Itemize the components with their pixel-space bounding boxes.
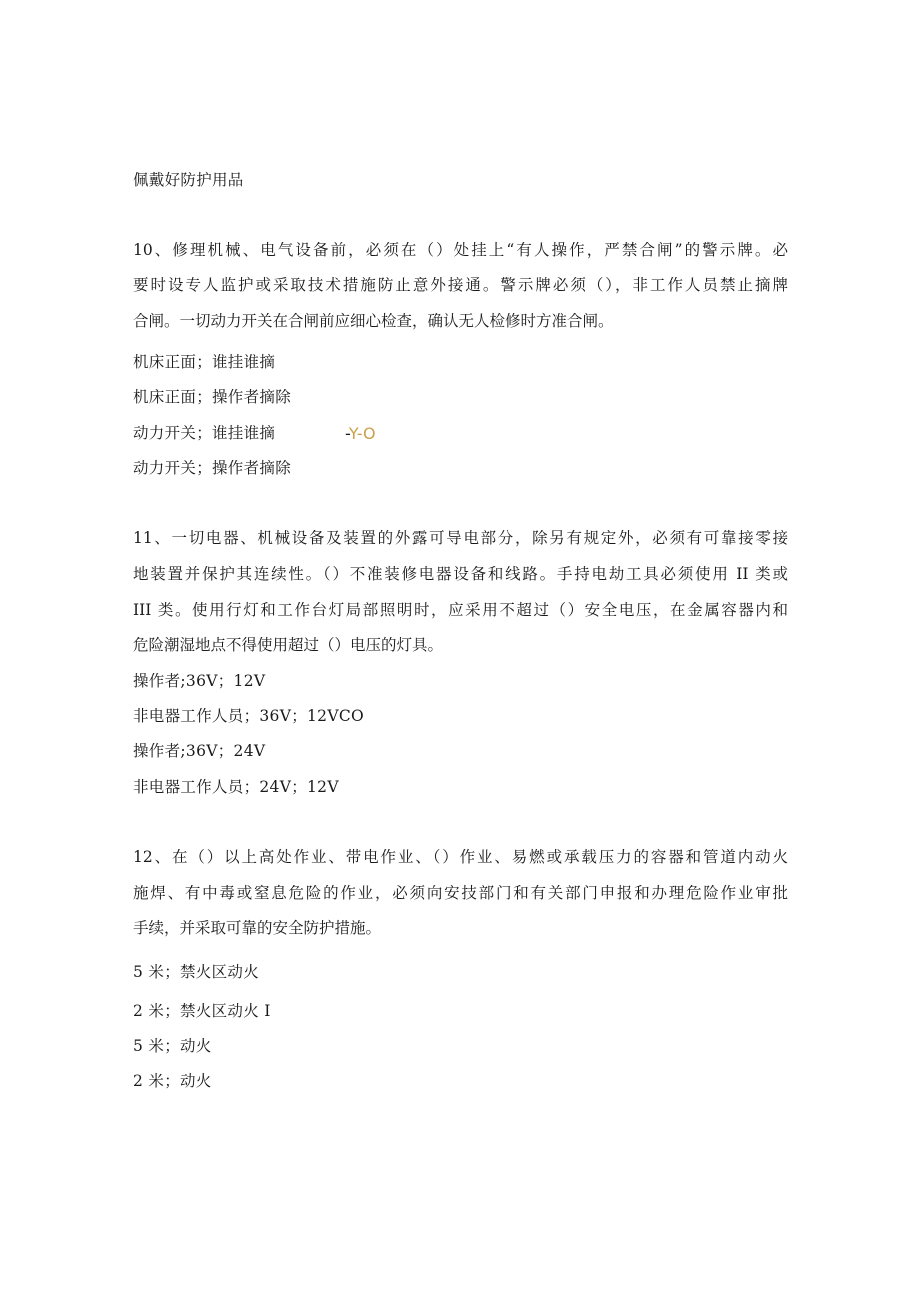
stray-mark [345, 424, 376, 444]
question-12-line-3: 手续，并采取可靠的安全防护措施。 [133, 919, 382, 937]
question-10-line-1: 10、修理机械、电气设备前，必须在（）处挂上“有人操作，严禁合闸”的警示牌。必 [133, 241, 788, 259]
intro-line: 佩戴好防护用品 [133, 171, 244, 189]
question-10-option-3: 动力开关；谁挂谁摘 [133, 424, 276, 442]
question-12-option-4: 2 米；动火 [133, 1072, 212, 1090]
question-11-option-3: 操作者;36V；24V [133, 742, 266, 760]
question-10-option-2: 机床正面；操作者摘除 [133, 388, 292, 406]
question-11-line-1: 11、一切电器、机械设备及装置的外露可导电部分，除另有规定外，必须有可靠接零接 [133, 529, 788, 547]
stray-mark-dash: - [345, 424, 349, 443]
question-10-option-1: 机床正面；谁挂谁摘 [133, 353, 276, 371]
stray-mark-text: Y-O [348, 424, 376, 443]
question-10-line-3: 合闸。一切动力开关在合闸前应细心检查，确认无人检修时方准合闸。 [133, 312, 614, 330]
question-11-line-2: 地装置并保护其连续性。（）不准装修电器设备和线路。手持电劫工具必须使用 II 类或 [133, 565, 788, 583]
question-12-line-1: 12、在（）以上高处作业、带电作业、（）作业、易燃或承载压力的容器和管道内动火 [133, 848, 788, 866]
question-12-option-2: 2 米；禁火区动火 I [133, 1002, 271, 1020]
question-11-line-3: III 类。使用行灯和工作台灯局部照明时，应采用不超过（）安全电压，在金属容器内和 [133, 601, 788, 619]
question-10-option-4: 动力开关；操作者摘除 [133, 459, 292, 477]
question-12-option-1: 5 米；禁火区动火 [133, 963, 259, 981]
question-11-option-2: 非电器工作人员；36V；12VCO [133, 707, 365, 725]
question-11-line-4: 危险潮湿地点不得使用超过（）电压的灯具。 [133, 636, 444, 654]
question-11-option-1: 操作者;36V；12V [133, 672, 266, 690]
question-12-option-3: 5 米；动火 [133, 1037, 212, 1055]
question-12-line-2: 施焊、有中毒或窒息危险的作业，必须向安技部门和有关部门申报和办理危险作业审批 [133, 884, 788, 902]
question-10-line-2: 要时设专人监护或采取技术措施防止意外接通。警示牌必须（），非工作人员禁止摘牌 [133, 276, 788, 294]
question-11-option-4: 非电器工作人员；24V；12V [133, 778, 339, 796]
